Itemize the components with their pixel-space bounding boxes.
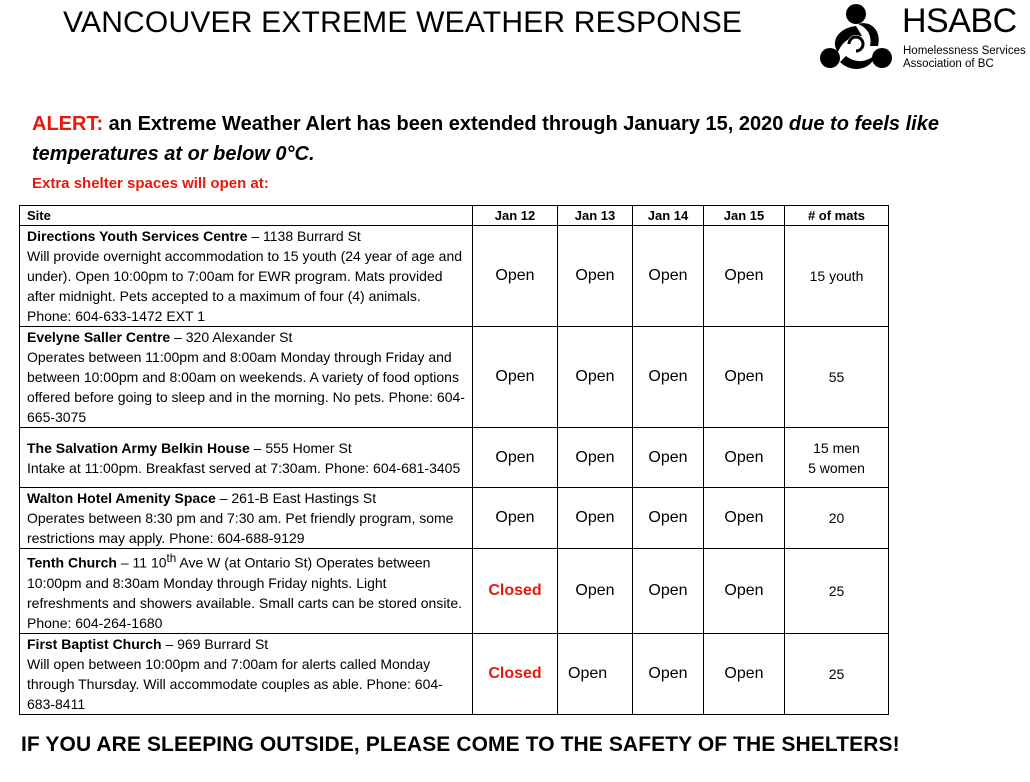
status-jan12: Open (473, 428, 558, 488)
site-name: Directions Youth Services Centre (27, 228, 248, 244)
column-header-jan15: Jan 15 (704, 206, 785, 226)
site-name: First Baptist Church (27, 635, 162, 652)
column-header-site: Site (20, 206, 473, 226)
status-jan12: Open (473, 327, 558, 428)
status-jan14: Open (633, 428, 704, 488)
table-row (20, 549, 889, 634)
site-details: Operates between 11:00pm and 8:00am Monday through Friday and between 10:00pm and 8:00am on weekends. A variety of food options offered before going to sleep and in the morning. No pets. Phone: 604-665-3075 (27, 349, 465, 425)
site-address: – 320 Alexander St (170, 329, 293, 345)
mats-women: 5 women (808, 459, 865, 476)
status-jan13: Open (558, 488, 633, 549)
site-cell (20, 488, 473, 549)
site-cell (20, 226, 473, 327)
site-name: Evelyne Saller Centre (27, 329, 171, 345)
logo-acronym: HSABC (902, 2, 1017, 40)
table-row (20, 226, 889, 327)
site-address: – 261-B East Hastings St (215, 490, 377, 506)
column-header-jan14: Jan 14 (633, 206, 704, 226)
table-row (20, 327, 889, 428)
mats-count: 25 (785, 549, 889, 634)
site-details: Intake at 11:00pm. Breakfast served at 7:30am. Phone: 604-681-3405 (27, 459, 461, 476)
site-details: Operates between 8:30 pm and 7:30 am. Pet friendly program, some restrictions may apply. Phone: 604-688-9129 (27, 510, 454, 546)
site-name: The Salvation Army Belkin House (27, 439, 250, 456)
site-name: Tenth Church (27, 554, 117, 571)
table-row (20, 488, 889, 549)
status-jan13: Open (558, 428, 633, 488)
status-jan15: Open (704, 633, 785, 714)
alert-prefix: ALERT: (32, 113, 104, 135)
site-cell (20, 549, 473, 634)
status-jan14: Open (633, 488, 704, 549)
status-jan14: Open (633, 327, 704, 428)
status-jan14: Open (633, 549, 704, 634)
status-jan12: Closed (473, 633, 558, 714)
status-jan13: Open (558, 549, 633, 634)
mats-count: 20 (785, 488, 889, 549)
status-jan12: Closed (473, 549, 558, 634)
site-details: Will open between 10:00pm and 7:00am for alerts called Monday through Thursday. Will accommodate couples as able. Phone: 604-683-8411 (27, 655, 443, 712)
hsabc-swirl-icon (818, 2, 894, 74)
status-jan15: Open (704, 327, 785, 428)
page-title: VANCOUVER EXTREME WEATHER RESPONSE (63, 6, 743, 39)
site-address-sup: th (166, 552, 177, 565)
table-row (20, 633, 889, 714)
site-address-post: Ave W (at Ontario St) Operates between 10:00pm and 8:30am Monday through Friday nights. Light refreshments and showers available. Small carts can be stored onsite. Phone: 604-264-1680 (27, 554, 462, 631)
mats-count (785, 428, 889, 488)
site-details: Will provide overnight accommodation to 15 youth (24 year of age and under). Open 10:00pm to 7:00am for EWR program. Mats provided after midnight. Pets accepted to a maximum of four (4) animals. Phone: 604-633-1472 EXT 1 (27, 248, 463, 324)
column-header-mats: # of mats (785, 206, 889, 226)
status-jan12: Open (473, 226, 558, 327)
shelter-subheading: Extra shelter spaces will open at: (32, 175, 269, 192)
site-name: Walton Hotel Amenity Space (27, 490, 216, 506)
site-cell (20, 428, 473, 488)
status-jan13: Open (558, 327, 633, 428)
logo-org-name (903, 45, 1028, 71)
status-jan12: Open (473, 488, 558, 549)
site-address-pre: – 11 10 (116, 554, 167, 571)
mats-count: 15 youth (785, 226, 889, 327)
status-jan14: Open (633, 226, 704, 327)
hsabc-logo (818, 0, 1028, 76)
status-jan15: Open (704, 428, 785, 488)
alert-italic-text: due to feels like temperatures at or below 0°C. (32, 113, 939, 165)
status-jan15: Open (704, 226, 785, 327)
logo-name-line1: Homelessness Services (903, 45, 1026, 57)
status-jan13: Open (558, 226, 633, 327)
logo-name-line2: Association of BC (903, 58, 994, 70)
alert-message (32, 109, 1022, 169)
mats-men: 15 men (813, 439, 860, 456)
status-jan13: Open (558, 633, 633, 714)
table-row (20, 428, 889, 488)
site-address: – 555 Homer St (249, 439, 352, 456)
site-cell (20, 327, 473, 428)
mats-count: 55 (785, 327, 889, 428)
status-jan15: Open (704, 549, 785, 634)
alert-text: an Extreme Weather Alert has been extended through January 15, 2020 (103, 113, 789, 135)
site-address: – 1138 Burrard St (247, 228, 361, 244)
shelter-table (19, 205, 889, 715)
mats-count: 25 (785, 633, 889, 714)
table-header-row (20, 206, 889, 226)
footer-message: IF YOU ARE SLEEPING OUTSIDE, PLEASE COME TO THE SAFETY OF THE SHELTERS! (21, 733, 900, 756)
column-header-jan13: Jan 13 (558, 206, 633, 226)
status-jan14: Open (633, 633, 704, 714)
status-jan15: Open (704, 488, 785, 549)
column-header-jan12: Jan 12 (473, 206, 558, 226)
site-cell (20, 633, 473, 714)
site-address: – 969 Burrard St (161, 635, 269, 652)
